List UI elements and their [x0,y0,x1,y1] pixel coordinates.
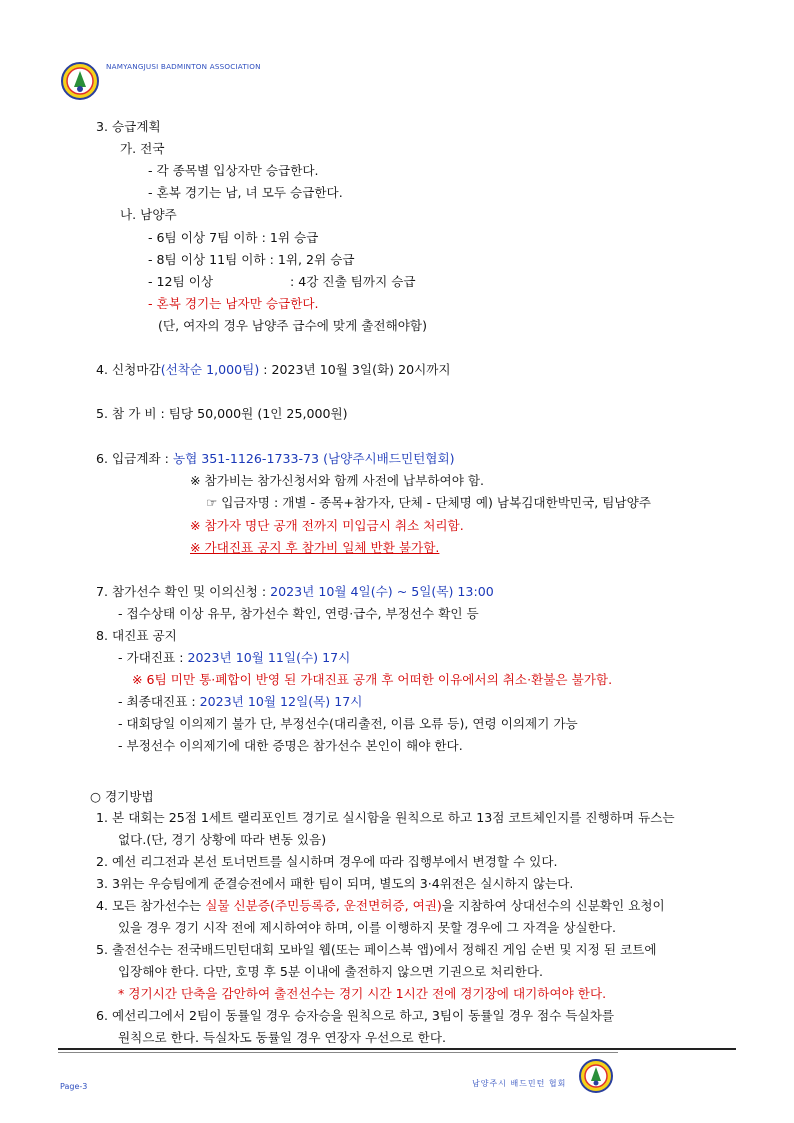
method-1b: 없다.(단, 경기 상황에 따라 변동 있음) [118,832,327,847]
s6-account [96,451,455,467]
s3-b5: (단, 여자의 경우 남양주 급수에 맞게 출전해야함) [158,318,427,333]
s3-b3-value: : 4강 진출 팀까지 승급 [290,274,416,289]
method-title: ○ 경기방법 [90,789,154,804]
s4-deadline [96,362,451,378]
s3-title: 3. 승급계획 [96,119,161,134]
method-6b: 원칙으로 한다. 득실차도 동률일 경우 연장자 우선으로 한다. [118,1030,447,1045]
method-1a: 1. 본 대회는 25점 1세트 랠리포인트 경기로 실시함을 원칙으로 하고 13점 코트체인지를 진행하며 듀스는 [96,810,675,825]
s6-note-3: ※ 참가자 명단 공개 전까지 미입금시 취소 처리함. [190,518,464,533]
s4-label: 4. 신청마감 [96,362,161,377]
s7-label: 7. 참가선수 확인 및 이의신청 : [96,584,271,599]
s3-a2: - 혼복 경기는 남, 녀 모두 승급한다. [148,185,343,200]
s5-fee: 5. 참 가 비 : 팀당 50,000원 (1인 25,000원) [96,406,348,421]
s6-label: 6. 입금계좌 : [96,451,173,466]
s8-line-2: ※ 6팀 미만 통·폐합이 반영 된 가대진표 공개 후 어떠한 이유에서의 취소·환불은 불가함. [132,672,613,687]
s8-title: 8. 대진표 공지 [96,628,177,643]
method-6a: 6. 예선리그에서 2팀이 동률일 경우 승자승을 원칙으로 하고, 3팀이 동률일 경우 점수 득실차를 [96,1008,615,1023]
method-4d: 있을 경우 경기 시작 전에 제시하여야 하며, 이를 이행하지 못할 경우에 그 자격을 상실한다. [118,920,617,935]
s3-b3: - 12팀 이상 [148,274,214,289]
method-3: 3. 3위는 우승팀에게 준결승전에서 패한 팀이 되며, 별도의 3·4위전은 실시하지 않는다. [96,876,574,891]
s8-prelim-label: - 가대진표 : [118,650,188,665]
footer-page: Page-3 [60,1082,88,1091]
footer-logo [576,1058,616,1094]
header-org-name: NAMYANGJUSI BADMINTON ASSOCIATION [106,62,261,71]
association-logo [60,61,100,101]
method-5a: 5. 출전선수는 전국배드민턴대회 모바일 웹(또는 페이스북 앱)에서 정해진 게임 순번 및 지정 된 코트에 [96,942,657,957]
s8-line-1 [118,650,350,666]
s8-line-4: - 대회당일 이의제기 불가 단, 부정선수(대리출전, 이름 오류 등), 연령 이의제기 가능 [118,716,578,731]
method-5b: 입장해야 한다. 다만, 호명 후 5분 이내에 출전하지 않으면 기권으로 처리한다. [118,964,544,979]
s3-a: 가. 전국 [120,141,165,156]
s3-b: 나. 남양주 [120,207,177,222]
s3-a1: - 각 종목별 입상자만 승급한다. [148,163,319,178]
s7-note: - 접수상태 이상 유무, 참가선수 확인, 연령·급수, 부정선수 확인 등 [118,606,479,621]
s8-final-label: - 최종대진표 : [118,694,200,709]
footer-rule-thin [58,1052,618,1053]
method-4-id: 실물 신분증(주민등록증, 운전면허증, 여권) [205,898,442,913]
s3-b4: - 혼복 경기는 남자만 승급한다. [148,296,319,311]
s6-note-1: ※ 참가비는 참가신청서와 함께 사전에 납부하여야 함. [190,473,485,488]
s8-prelim-date: 2023년 10월 11일(수) 17시 [187,650,351,665]
s3-b1: - 6팀 이상 7팀 이하 : 1위 승급 [148,230,319,245]
s8-line-5: - 부정선수 이의제기에 대한 증명은 참가선수 본인이 해야 한다. [118,738,463,753]
s8-final-date: 2023년 10월 12일(목) 17시 [199,694,363,709]
s6-account-number: 농협 351-1126-1733-73 (남양주시배드민턴협회) [172,451,455,466]
s6-note-2: ☞ 입금자명 : 개별 - 종목+참가자, 단체 - 단체명 예) 남복김대한박민국, 팀남양주 [206,495,651,510]
footer-org: 남양주시 배드민턴 협회 [472,1079,567,1088]
method-5c: * 경기시간 단축을 감안하여 출전선수는 경기 시간 1시간 전에 경기장에 대기하여야 한다. [118,986,607,1001]
s6-note-4: ※ 가대진표 공지 후 참가비 일체 반환 불가함. [190,540,440,555]
s7-date: 2023년 10월 4일(수) ~ 5일(목) 13:00 [270,584,494,599]
method-2: 2. 예선 리그전과 본선 토너먼트를 실시하며 경우에 따라 집행부에서 변경할 수 있다. [96,854,558,869]
s7-title [96,584,494,600]
s3-b2: - 8팀 이상 11팀 이하 : 1위, 2위 승급 [148,252,355,267]
footer-rule-thick [58,1048,736,1050]
method-4-rest: 을 지참하여 상대선수의 신분확인 요청이 [441,898,665,913]
s4-date: : 2023년 10월 3일(화) 20시까지 [259,362,451,377]
s4-limit: (선착순 1,000팀) [160,362,260,377]
method-4-lead: 4. 모든 참가선수는 [96,898,206,913]
method-4a [96,898,665,914]
s8-line-3 [118,694,362,710]
